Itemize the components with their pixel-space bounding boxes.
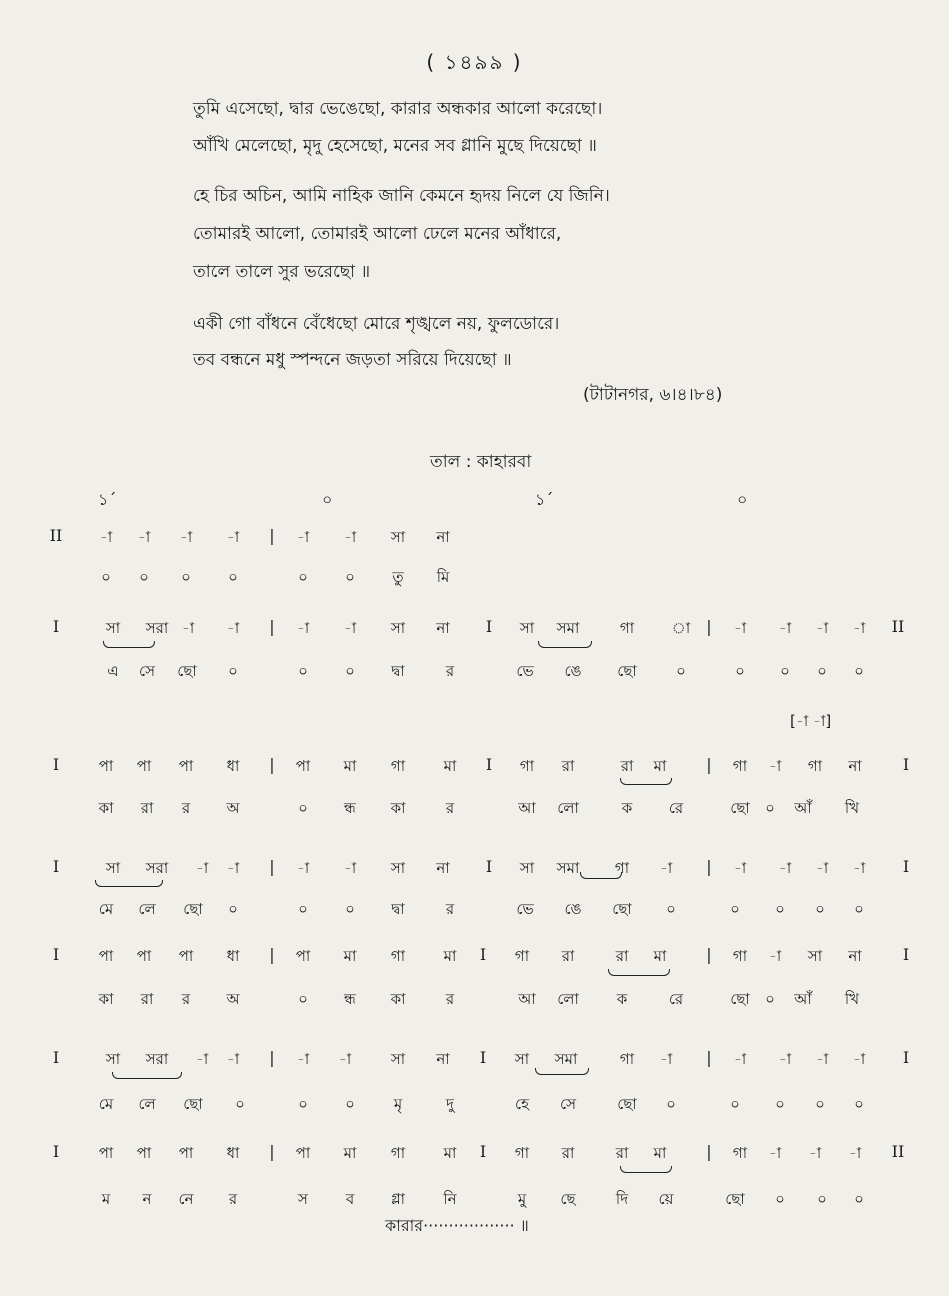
notation-cell: আ bbox=[518, 799, 536, 817]
notation-cell: -া bbox=[659, 1050, 673, 1068]
notation-cell: সা bbox=[105, 1050, 121, 1068]
notation-cell: ছে bbox=[560, 1190, 576, 1208]
notation-row bbox=[0, 898, 949, 928]
notation-cell: কা bbox=[98, 799, 114, 817]
notation-cell: ০ bbox=[730, 1095, 740, 1113]
bar-line: I bbox=[52, 1142, 60, 1161]
notation-cell: ০ bbox=[666, 1095, 676, 1113]
notation-cell: মা bbox=[653, 1144, 667, 1162]
notation-cell: অ bbox=[226, 990, 240, 1008]
notation-cell: -া bbox=[181, 619, 195, 637]
notation-cell: সা bbox=[390, 859, 406, 877]
notation-cell: গা bbox=[514, 1144, 530, 1162]
notation-cell: পা bbox=[136, 947, 152, 965]
notation-cell: রা bbox=[615, 1144, 629, 1162]
lyric-line-2: আঁখি মেলেছো, মৃদু হেসেছো, মনের সব গ্লানি মুছে দিয়েছো ॥ bbox=[193, 136, 597, 156]
notation-cell: ০ bbox=[228, 662, 238, 680]
notation-cell: ০ bbox=[780, 662, 790, 680]
notation-cell: না bbox=[848, 757, 862, 775]
notation-cell: ঙে bbox=[564, 662, 582, 680]
notation-cell: হে bbox=[515, 1095, 529, 1113]
lyric-line-1: তুমি এসেছো, দ্বার ভেঙেছো, কারার অন্ধকার আলো করেছো। bbox=[193, 99, 603, 119]
notation-cell: গা bbox=[390, 757, 406, 775]
notation-cell: মে bbox=[98, 900, 114, 918]
notation-cell: -া bbox=[179, 528, 193, 546]
notation-cell: মা bbox=[343, 1144, 357, 1162]
notation-cell: -া bbox=[778, 1050, 792, 1068]
notation-row bbox=[0, 988, 949, 1018]
notation-cell: ০ bbox=[345, 662, 355, 680]
notation-cell: -া bbox=[296, 1050, 310, 1068]
notation-cell: -া bbox=[195, 1050, 209, 1068]
notation-cell: ০ bbox=[298, 900, 308, 918]
notation-cell: -া bbox=[733, 619, 747, 637]
notation-cell: -া bbox=[343, 859, 357, 877]
notation-cell: র bbox=[445, 900, 455, 918]
notation-cell: ০ bbox=[775, 900, 785, 918]
notation-cell: র bbox=[445, 990, 455, 1008]
notation-cell: সা bbox=[105, 619, 121, 637]
notation-cell: -া bbox=[99, 528, 113, 546]
notation-cell: নে bbox=[178, 1190, 194, 1208]
notation-row bbox=[0, 945, 949, 975]
notation-cell: -া bbox=[768, 1144, 782, 1162]
notation-cell: ০ bbox=[298, 990, 308, 1008]
page-number: ( ১৪৯৯ ) bbox=[426, 50, 523, 74]
notation-cell: নি bbox=[443, 1190, 457, 1208]
notation-cell: গ্লা bbox=[390, 1190, 406, 1208]
notation-cell: ছো bbox=[177, 662, 197, 680]
notation-cell: সে bbox=[139, 662, 155, 680]
notation-cell: ধা bbox=[226, 1144, 240, 1162]
notation-cell: -া bbox=[733, 1050, 747, 1068]
notation-cell: ০ bbox=[854, 1095, 864, 1113]
notation-cell: -া bbox=[296, 619, 310, 637]
notation-cell: গা bbox=[390, 947, 406, 965]
notation-cell: ০ bbox=[298, 568, 308, 586]
bar-line: | bbox=[706, 857, 712, 876]
notation-cell: ০ bbox=[815, 1095, 825, 1113]
bar-line: | bbox=[269, 617, 275, 636]
notation-cell: সা bbox=[390, 619, 406, 637]
notation-cell: রা bbox=[615, 947, 629, 965]
slur-mark bbox=[620, 1166, 672, 1173]
notation-cell: পা bbox=[136, 757, 152, 775]
notation-cell: -া bbox=[852, 859, 866, 877]
bar-line: I bbox=[479, 945, 487, 964]
notation-cell: ০ bbox=[765, 799, 775, 817]
notation-cell: -া bbox=[659, 859, 673, 877]
notation-cell: না bbox=[436, 859, 450, 877]
notation-cell: গা bbox=[519, 757, 535, 775]
notation-cell: সা bbox=[105, 859, 121, 877]
notation-cell: ক bbox=[621, 799, 633, 817]
notation-cell: মা bbox=[443, 1144, 457, 1162]
notation-cell: গা bbox=[732, 947, 748, 965]
notation-cell: র bbox=[181, 799, 191, 817]
notation-cell: না bbox=[436, 1050, 450, 1068]
notation-cell: য়ে bbox=[658, 1190, 674, 1208]
notation-cell: সা bbox=[390, 1050, 406, 1068]
notation-cell: আঁ bbox=[794, 799, 812, 817]
slur-mark bbox=[535, 1068, 589, 1075]
bar-line: | bbox=[269, 857, 275, 876]
notation-cell: সা bbox=[514, 1050, 530, 1068]
notation-cell: দু bbox=[446, 1095, 454, 1113]
notation-cell: র bbox=[228, 1190, 238, 1208]
notation-cell: -া bbox=[852, 619, 866, 637]
notation-cell: সা bbox=[519, 619, 535, 637]
notation-cell: ০ bbox=[676, 662, 686, 680]
bar-line: | bbox=[706, 617, 712, 636]
notation-cell: -া bbox=[137, 528, 151, 546]
notation-cell: গা bbox=[619, 1050, 635, 1068]
bar-line: I bbox=[485, 857, 493, 876]
notation-cell: ০ bbox=[298, 662, 308, 680]
notation-cell: রে bbox=[668, 799, 684, 817]
notation-cell: ০ bbox=[775, 1190, 785, 1208]
notation-cell: -া bbox=[815, 859, 829, 877]
notation-cell: স bbox=[298, 1190, 308, 1208]
notation-cell: ০ bbox=[854, 662, 864, 680]
notation-cell: লো bbox=[557, 990, 579, 1008]
notation-row bbox=[0, 1142, 949, 1172]
slur-mark bbox=[112, 1072, 182, 1079]
notation-cell: পা bbox=[178, 1144, 194, 1162]
bar-line: I bbox=[52, 1048, 60, 1067]
notation-cell: তু bbox=[392, 568, 404, 586]
notation-cell: ভে bbox=[516, 662, 534, 680]
taal-label: তাল : কাহারবা bbox=[430, 452, 532, 472]
notation-cell: ০ bbox=[730, 900, 740, 918]
notation-cell: ০ bbox=[345, 568, 355, 586]
bar-line: I bbox=[52, 755, 60, 774]
notation-cell: গা bbox=[619, 619, 635, 637]
bar-line: II bbox=[891, 1142, 905, 1161]
bar-line: | bbox=[706, 1142, 712, 1161]
bar-line: | bbox=[269, 526, 275, 545]
notation-cell: দ্বা bbox=[391, 662, 405, 680]
notation-cell: -া bbox=[226, 1050, 240, 1068]
notation-cell: মি bbox=[436, 568, 450, 586]
notation-cell: রা bbox=[620, 757, 634, 775]
notation-cell: মা bbox=[443, 757, 457, 775]
notation-cell: -া bbox=[343, 619, 357, 637]
lyric-line-7: তব বন্ধনে মধু স্পন্দনে জড়তা সরিয়ে দিয়েছো ॥ bbox=[193, 350, 512, 370]
notation-cell: গা bbox=[614, 859, 630, 877]
notation-cell: পা bbox=[295, 757, 311, 775]
notation-cell: খি bbox=[844, 799, 860, 817]
notation-cell: ছো bbox=[617, 662, 637, 680]
bar-line: I bbox=[479, 1142, 487, 1161]
notation-cell: া bbox=[671, 619, 691, 637]
notation-cell: ০ bbox=[854, 1190, 864, 1208]
taal-marker-3: ১´ bbox=[535, 490, 554, 509]
notation-cell: সমা bbox=[556, 859, 580, 877]
notation-cell: সমা bbox=[556, 619, 580, 637]
notation-cell: রা bbox=[561, 757, 575, 775]
notation-cell: সরা bbox=[145, 859, 169, 877]
notation-cell: ভে bbox=[516, 900, 534, 918]
notation-cell: পা bbox=[98, 947, 114, 965]
bar-line: I bbox=[902, 755, 910, 774]
notation-cell: সমা bbox=[554, 1050, 578, 1068]
slur-mark bbox=[620, 778, 672, 785]
notation-cell: -া bbox=[338, 1050, 352, 1068]
notation-cell: মা bbox=[343, 947, 357, 965]
notation-cell: না bbox=[436, 619, 450, 637]
bar-line: | bbox=[706, 945, 712, 964]
notation-cell: না bbox=[436, 528, 450, 546]
notation-cell: -া bbox=[195, 859, 209, 877]
notation-cell: রা bbox=[140, 799, 154, 817]
notation-cell: ক bbox=[616, 990, 628, 1008]
slur-mark bbox=[95, 880, 163, 887]
notation-cell: কা bbox=[98, 990, 114, 1008]
notation-cell: ন্ধ bbox=[344, 799, 356, 817]
notation-cell: গা bbox=[732, 1144, 748, 1162]
notation-cell: কা bbox=[390, 799, 406, 817]
footer-repeat-note: কারার·················· ॥ bbox=[385, 1216, 529, 1235]
taal-marker-2: ০ bbox=[322, 490, 333, 509]
notation-cell: কা bbox=[390, 990, 406, 1008]
bar-line: I bbox=[479, 1048, 487, 1067]
notation-cell: আঁ bbox=[794, 990, 812, 1008]
slur-mark bbox=[103, 641, 155, 648]
notation-cell: ন্ধ bbox=[344, 990, 356, 1008]
bar-line: I bbox=[902, 857, 910, 876]
notation-cell: ছো bbox=[183, 900, 203, 918]
notation-cell: -া bbox=[768, 947, 782, 965]
notation-cell: র bbox=[445, 799, 455, 817]
notation-cell: -া bbox=[808, 1144, 822, 1162]
bar-line: | bbox=[269, 755, 275, 774]
notation-cell: লো bbox=[557, 799, 579, 817]
notation-cell: পা bbox=[178, 947, 194, 965]
lyric-line-5: তালে তালে সুর ভরেছো ॥ bbox=[193, 262, 371, 282]
bar-line: II bbox=[49, 526, 63, 545]
notation-cell: মা bbox=[343, 757, 357, 775]
notation-cell: পা bbox=[178, 757, 194, 775]
notation-cell: -া bbox=[296, 528, 310, 546]
slur-mark bbox=[608, 969, 670, 976]
bar-line: I bbox=[52, 617, 60, 636]
notation-cell: ব bbox=[345, 1190, 355, 1208]
notation-cell: ম bbox=[101, 1190, 111, 1208]
notation-cell: ঙে bbox=[564, 900, 582, 918]
notation-cell: ধা bbox=[226, 947, 240, 965]
notation-cell: দ্বা bbox=[391, 900, 405, 918]
notation-cell: রা bbox=[561, 1144, 575, 1162]
notation-cell: ছো bbox=[725, 1190, 745, 1208]
notation-cell: মা bbox=[653, 757, 667, 775]
bar-line: II bbox=[891, 617, 905, 636]
notation-cell: ০ bbox=[775, 1095, 785, 1113]
bar-line: I bbox=[52, 945, 60, 964]
notation-cell: পা bbox=[295, 947, 311, 965]
notation-cell: দি bbox=[615, 1190, 629, 1208]
slur-mark bbox=[580, 872, 622, 879]
notation-cell: ০ bbox=[345, 1095, 355, 1113]
notation-cell: -া bbox=[733, 859, 747, 877]
notation-cell: ন bbox=[142, 1190, 152, 1208]
notation-cell: -া bbox=[226, 528, 240, 546]
notation-cell: পা bbox=[295, 1144, 311, 1162]
notation-cell: মৃ bbox=[393, 1095, 403, 1113]
notation-cell: এ bbox=[107, 662, 119, 680]
notation-row bbox=[0, 660, 949, 690]
notation-cell: ছো bbox=[730, 799, 750, 817]
notation-cell: সরা bbox=[145, 1050, 169, 1068]
notation-cell: সা bbox=[390, 528, 406, 546]
notation-cell: -া bbox=[226, 859, 240, 877]
lyric-line-4: তোমারই আলো, তোমারই আলো ঢেলে মনের আঁধারে, bbox=[193, 224, 562, 244]
notation-cell: ০ bbox=[817, 1190, 827, 1208]
notation-cell: রা bbox=[561, 947, 575, 965]
notation-row bbox=[0, 755, 949, 785]
notation-cell: গা bbox=[807, 757, 823, 775]
notation-cell: পা bbox=[136, 1144, 152, 1162]
notation-cell: র bbox=[445, 662, 455, 680]
bar-line: I bbox=[902, 945, 910, 964]
notation-cell: ০ bbox=[817, 662, 827, 680]
notation-cell: র bbox=[181, 990, 191, 1008]
notation-cell: -া bbox=[815, 1050, 829, 1068]
notation-cell: পা bbox=[98, 1144, 114, 1162]
notation-cell: সে bbox=[560, 1095, 576, 1113]
lyric-line-3: হে চির অচিন, আমি নাহিক জানি কেমনে হৃদয় নিলে যে জিনি। bbox=[193, 186, 610, 206]
notation-cell: গা bbox=[732, 757, 748, 775]
notation-cell: ০ bbox=[298, 799, 308, 817]
bar-line: I bbox=[52, 857, 60, 876]
notation-cell: ০ bbox=[101, 568, 111, 586]
notation-cell: ছো bbox=[730, 990, 750, 1008]
notation-cell: ০ bbox=[815, 900, 825, 918]
notation-cell: -া bbox=[226, 619, 240, 637]
notation-cell: -া bbox=[852, 1050, 866, 1068]
notation-cell: মু bbox=[517, 1190, 527, 1208]
notation-cell: -া bbox=[778, 619, 792, 637]
notation-cell: রা bbox=[140, 990, 154, 1008]
notation-cell: ০ bbox=[666, 900, 676, 918]
notation-cell: গা bbox=[390, 1144, 406, 1162]
notation-cell: ০ bbox=[298, 1095, 308, 1113]
notation-row bbox=[0, 797, 949, 827]
notation-cell: মা bbox=[653, 947, 667, 965]
notation-row bbox=[0, 526, 949, 556]
notation-row bbox=[0, 566, 949, 596]
notation-cell: -া bbox=[815, 619, 829, 637]
notation-cell: ০ bbox=[139, 568, 149, 586]
notation-cell: সা bbox=[807, 947, 823, 965]
notation-row bbox=[0, 1093, 949, 1123]
notation-cell: লে bbox=[138, 1095, 156, 1113]
notation-cell: সা bbox=[519, 859, 535, 877]
bar-line: | bbox=[706, 1048, 712, 1067]
bar-line: | bbox=[269, 1142, 275, 1161]
notation-cell: ০ bbox=[345, 900, 355, 918]
bar-line: | bbox=[269, 945, 275, 964]
slur-mark bbox=[538, 641, 592, 648]
notation-cell: ০ bbox=[854, 900, 864, 918]
notation-cell: ০ bbox=[735, 662, 745, 680]
notation-cell: ০ bbox=[765, 990, 775, 1008]
notation-cell: -া bbox=[768, 757, 782, 775]
notation-cell: পা bbox=[98, 757, 114, 775]
taal-marker-1: ১´ bbox=[98, 490, 117, 509]
notation-cell: -া bbox=[343, 528, 357, 546]
notation-cell: ০ bbox=[235, 1095, 245, 1113]
bracket-note: [-া -া] bbox=[790, 712, 832, 730]
notation-cell: মা bbox=[443, 947, 457, 965]
notation-cell: ০ bbox=[228, 568, 238, 586]
bar-line: I bbox=[485, 755, 493, 774]
notation-cell: সরা bbox=[145, 619, 169, 637]
notation-cell: ০ bbox=[181, 568, 191, 586]
bar-line: I bbox=[485, 617, 493, 636]
notation-cell: আ bbox=[518, 990, 536, 1008]
notation-cell: -া bbox=[778, 859, 792, 877]
taal-marker-4: ০ bbox=[737, 490, 748, 509]
notation-cell: -া bbox=[296, 859, 310, 877]
bar-line: | bbox=[269, 1048, 275, 1067]
notation-cell: অ bbox=[226, 799, 240, 817]
notation-cell: মে bbox=[98, 1095, 114, 1113]
notation-cell: ০ bbox=[228, 900, 238, 918]
notation-cell: গা bbox=[514, 947, 530, 965]
bar-line: I bbox=[902, 1048, 910, 1067]
notation-cell: ধা bbox=[226, 757, 240, 775]
notation-cell: লে bbox=[138, 900, 156, 918]
place-date: (টাটানগর, ৬।৪।৮৪) bbox=[583, 385, 723, 405]
notation-cell: -া bbox=[848, 1144, 862, 1162]
notation-cell: ছো bbox=[617, 1095, 637, 1113]
notation-cell: খি bbox=[844, 990, 860, 1008]
notation-cell: না bbox=[848, 947, 862, 965]
notation-cell: ছো bbox=[183, 1095, 203, 1113]
lyric-line-6: একী গো বাঁধনে বেঁধেছো মোরে শৃঙ্খলে নয়, ফুলডোরে। bbox=[193, 314, 560, 334]
bar-line: | bbox=[706, 755, 712, 774]
notation-cell: ছো bbox=[612, 900, 632, 918]
notation-cell: রে bbox=[668, 990, 684, 1008]
